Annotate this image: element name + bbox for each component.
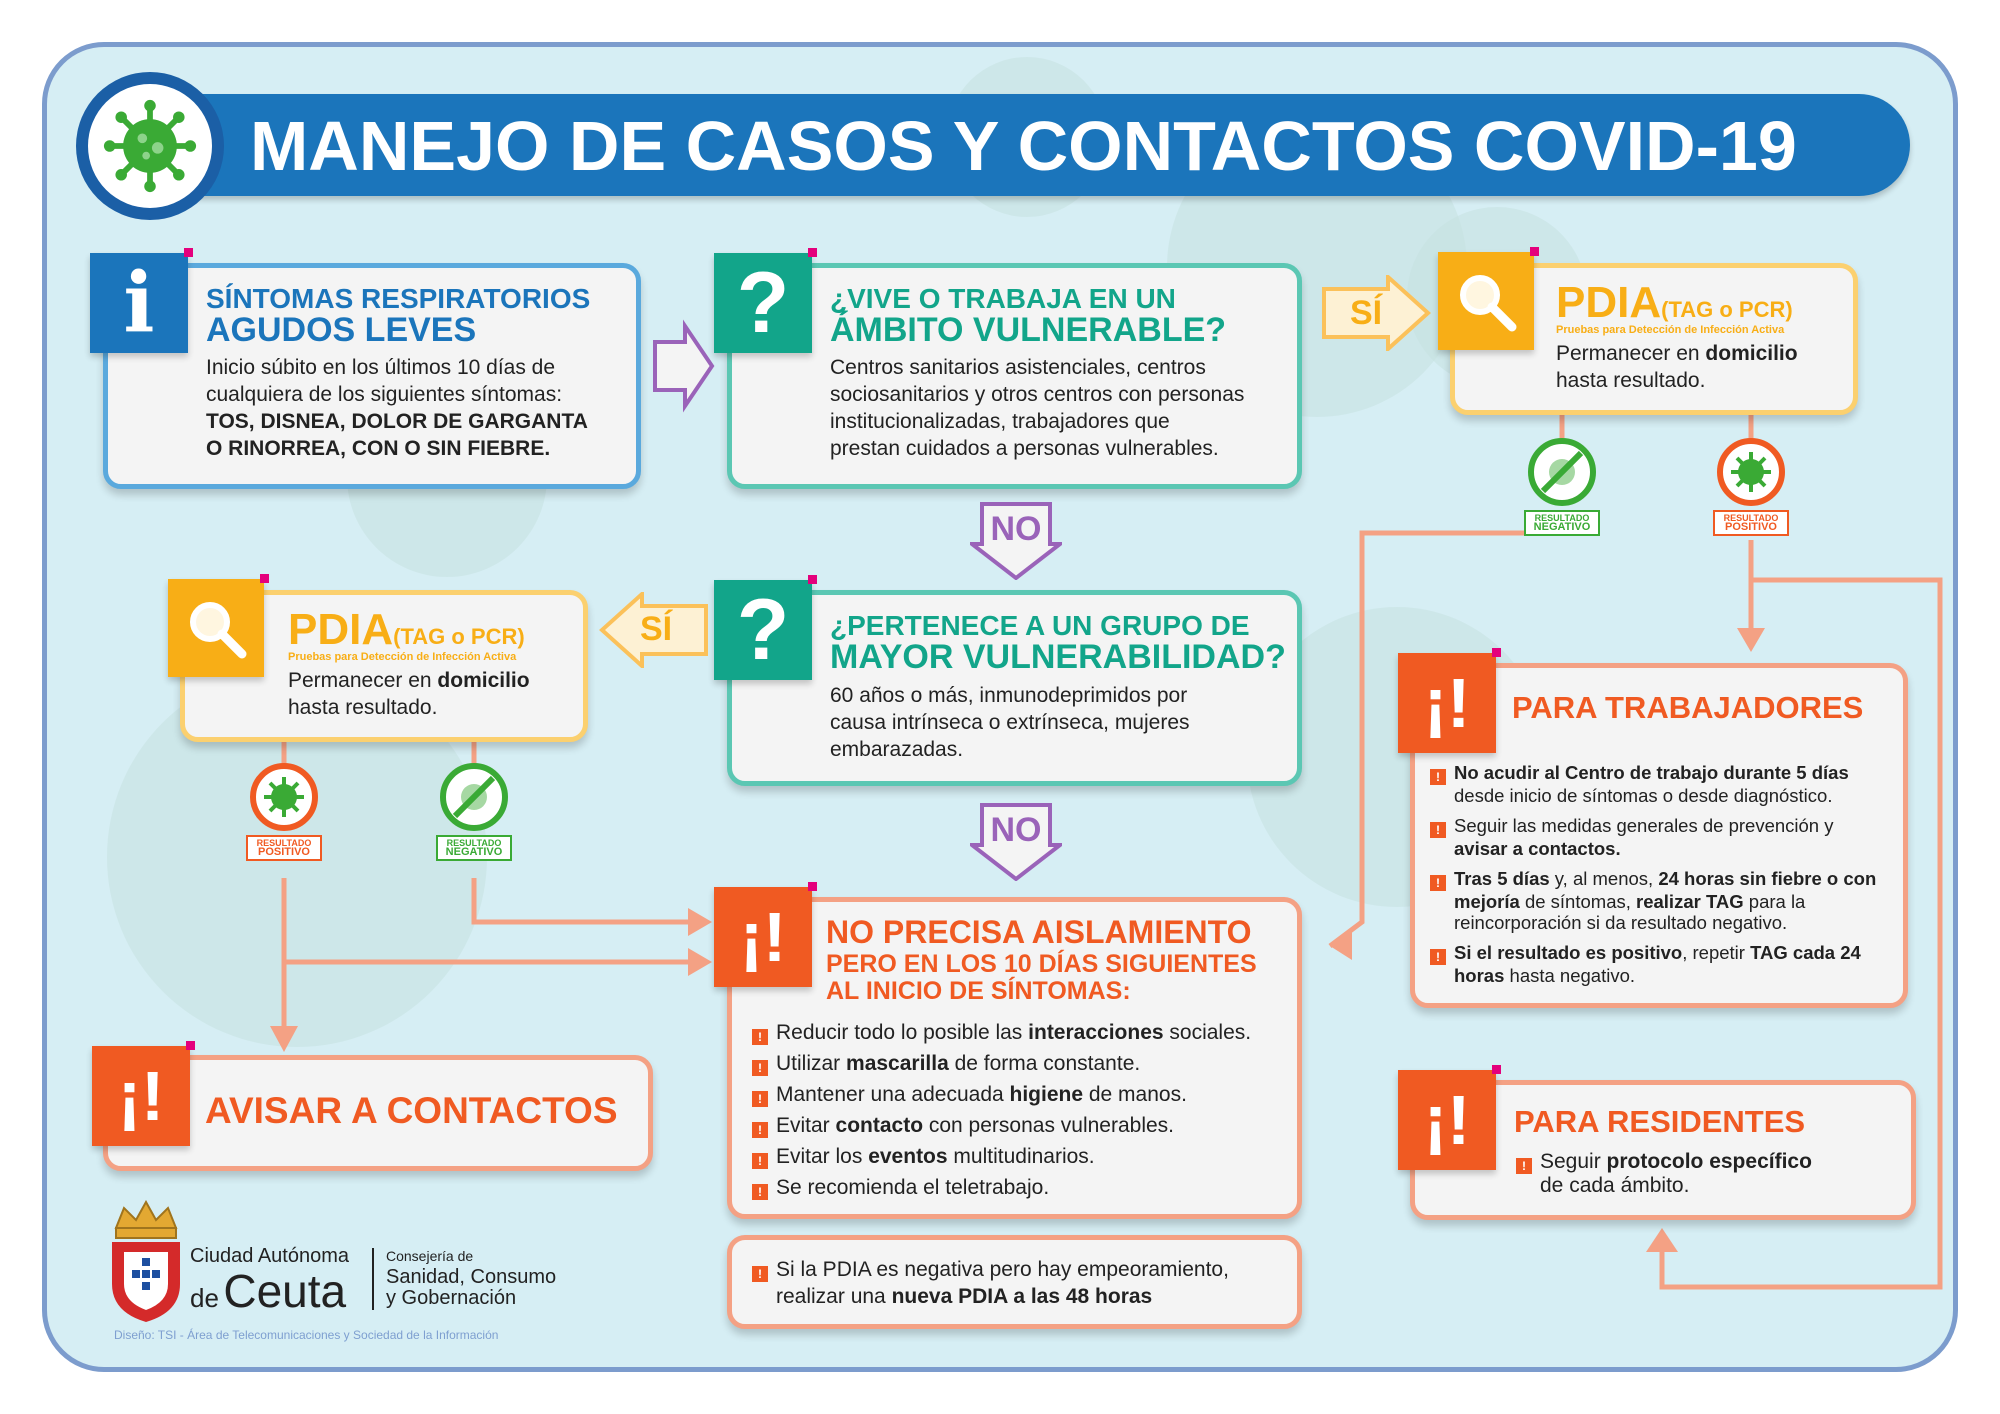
- residents-text-pre: Seguir: [1540, 1150, 1607, 1173]
- symptoms-title-line2: AGUDOS LEVES: [206, 311, 477, 349]
- symptoms-title-line1: SÍNTOMAS RESPIRATORIOS: [206, 283, 591, 314]
- no-isolation-item: ! Reducir todo lo posible las interacciones sociales.: [752, 1017, 1292, 1048]
- no-isolation-item: ! Evitar los eventos multitudinarios.: [752, 1141, 1292, 1172]
- bullet-icon: !: [1516, 1158, 1532, 1174]
- pdia-text-line2: hasta resultado.: [1556, 369, 1706, 392]
- pdia-title-right: [1556, 278, 1793, 328]
- footer-divider: [372, 1248, 374, 1310]
- pdia-text-right: [1556, 340, 1846, 394]
- department-line2: Sanidad, Consumo: [386, 1266, 557, 1288]
- symptoms-text-line2: cualquiera de los siguientes síntomas:: [206, 383, 563, 406]
- bullet-icon: !: [752, 1122, 768, 1138]
- page-title: MANEJO DE CASOS Y CONTACTOS COVID-19: [250, 107, 1797, 185]
- high-risk-group-title-line1: ¿PERTENECE A UN GRUPO DE: [830, 610, 1250, 641]
- residents-text-bold: protocolo específico: [1606, 1150, 1812, 1173]
- residents-title: PARA RESIDENTES: [1514, 1104, 1806, 1139]
- warning-icon: ¡!: [117, 1057, 165, 1135]
- result-negative-text: NEGATIVO: [445, 846, 503, 858]
- high-risk-group-title: [830, 612, 1286, 674]
- vulnerable-setting-line2: sociosanitarios y otros centros con personas: [830, 383, 1245, 406]
- info-tab: [90, 253, 188, 353]
- warning-icon: ¡!: [1423, 664, 1471, 742]
- yes-label-top: SÍ: [1349, 294, 1383, 332]
- pdia-text-pre: Permanecer en: [1556, 342, 1706, 365]
- pdia-caption-right: Pruebas para Detección de Infección Activa: [1556, 324, 1785, 336]
- pdia-title-text: PDIA: [1556, 278, 1662, 327]
- retest-note-line2-pre: realizar una: [776, 1285, 892, 1308]
- retest-note-line2-bold: nueva PDIA a las 48 horas: [891, 1285, 1153, 1308]
- magnifier-icon: [184, 596, 248, 660]
- residents-text: [1516, 1150, 1896, 1197]
- bullet-icon: !: [752, 1153, 768, 1169]
- warning-icon: ¡!: [1423, 1081, 1471, 1159]
- result-label-top: RESULTADO: [1534, 513, 1590, 523]
- notify-contacts-title: AVISAR A CONTACTOS: [205, 1090, 618, 1131]
- positive-result-icon: [1717, 438, 1785, 506]
- bullet-icon: !: [752, 1266, 768, 1282]
- ceuta-coat-of-arms: [106, 1200, 186, 1324]
- high-risk-group-title-line2: MAYOR VULNERABILIDAD?: [830, 638, 1286, 676]
- retest-note-text: [752, 1256, 1292, 1310]
- pdia-text-bold: domicilio: [437, 669, 530, 692]
- question-tab-1: [714, 253, 812, 353]
- bullet-icon: !: [752, 1029, 768, 1045]
- result-positive-right: [1711, 438, 1791, 536]
- question-tab-2: [714, 580, 812, 680]
- workers-title: PARA TRABAJADORES: [1512, 690, 1864, 725]
- workers-item: ! Si el resultado es positivo, repetir TAG cada 24 horas hasta negativo.: [1430, 942, 1900, 986]
- symptoms-description: [206, 354, 626, 462]
- symptoms-list-line2: O RINORREA, CON O SIN FIEBRE.: [206, 437, 551, 460]
- result-label-top: RESULTADO: [256, 838, 312, 848]
- info-icon: i: [123, 255, 155, 351]
- no-isolation-title-line2-pre: PERO EN LOS: [826, 950, 1004, 978]
- no-isolation-list: [752, 1017, 1292, 1203]
- department-line3: y Gobernación: [386, 1287, 517, 1309]
- pdia-text-pre: Permanecer en: [288, 669, 438, 692]
- question-icon: ?: [736, 581, 790, 678]
- vulnerable-setting-line3: institucionalizadas, trabajadores que: [830, 410, 1170, 433]
- no-isolation-title-line2-bold: 10 DÍAS SIGUIENTES: [1003, 950, 1257, 978]
- high-risk-group-line1: 60 años o más, inmunodeprimidos por: [830, 684, 1188, 707]
- department-line1: Consejería de: [386, 1248, 474, 1264]
- pdia-text-line2: hasta resultado.: [288, 696, 438, 719]
- no-isolation-item: ! Mantener una adecuada higiene de manos.: [752, 1079, 1292, 1110]
- symptoms-list-line1: TOS, DISNEA, DOLOR DE GARGANTA: [206, 410, 588, 433]
- workers-item: ! Seguir las medidas generales de prevención y avisar a contactos.: [1430, 815, 1900, 859]
- no-label-2: NO: [990, 811, 1042, 849]
- negative-result-icon: [440, 763, 508, 831]
- result-positive-text: POSITIVO: [258, 846, 310, 858]
- result-negative-left: [434, 763, 514, 861]
- pdia-subtitle-text: (TAG o PCR): [1661, 297, 1793, 322]
- warning-tab-notify: [92, 1046, 190, 1146]
- pdia-text-bold: domicilio: [1705, 342, 1798, 365]
- yes-label-left: SÍ: [639, 610, 673, 648]
- high-risk-group-description: [830, 682, 1290, 763]
- pdia-title-text: PDIA: [288, 605, 394, 654]
- vulnerable-setting-line1: Centros sanitarios asistenciales, centros: [830, 356, 1206, 379]
- high-risk-group-line2: causa intrínseca o extrínseca, mujeres: [830, 711, 1190, 734]
- vulnerable-setting-title-line1: ¿VIVE O TRABAJA EN UN: [830, 283, 1176, 314]
- no-label-1: NO: [990, 510, 1042, 548]
- bullet-icon: !: [1430, 822, 1446, 838]
- warning-tab-residents: [1398, 1070, 1496, 1170]
- warning-tab-no-isolation: [714, 887, 812, 987]
- positive-result-icon: [250, 763, 318, 831]
- warning-icon: ¡!: [739, 898, 787, 976]
- city-name: [190, 1245, 350, 1317]
- no-isolation-item: ! Utilizar mascarilla de forma constante.: [752, 1048, 1292, 1079]
- symptoms-text-line1: Inicio súbito en los últimos 10 días de: [206, 356, 556, 379]
- magnifier-icon: [1454, 269, 1518, 333]
- symptoms-title: [206, 285, 590, 347]
- negative-result-icon: [1528, 438, 1596, 506]
- residents-text-line2: de cada ámbito.: [1540, 1174, 1690, 1197]
- result-positive-text: POSITIVO: [1725, 521, 1777, 533]
- pdia-text-left: [288, 667, 578, 721]
- no-isolation-item: ! Se recomienda el teletrabajo.: [752, 1172, 1292, 1203]
- high-risk-group-line3: embarazadas.: [830, 738, 964, 761]
- no-isolation-title-line3: AL INICIO DE SÍNTOMAS:: [826, 977, 1131, 1005]
- workers-item: ! Tras 5 días y, al menos, 24 horas sin fiebre o con mejoría de síntomas, realizar TAG para la reincorporación si da resultado negativo.: [1430, 868, 1900, 933]
- vulnerable-setting-line4: prestan cuidados a personas vulnerables.: [830, 437, 1219, 460]
- city-name-line1: Ciudad Autónoma: [190, 1245, 350, 1267]
- bullet-icon: !: [1430, 949, 1446, 965]
- pdia-title-left: [288, 605, 525, 655]
- vulnerable-setting-title: [830, 285, 1226, 347]
- result-negative-text: NEGATIVO: [1533, 521, 1591, 533]
- no-isolation-title-line1: NO PRECISA AISLAMIENTO: [826, 914, 1252, 950]
- result-label-top: RESULTADO: [446, 838, 502, 848]
- bullet-icon: !: [752, 1184, 768, 1200]
- workers-item: ! No acudir al Centro de trabajo durante 5 días desde inicio de síntomas o desde diagnóstico.: [1430, 762, 1900, 806]
- result-positive-left: [244, 763, 324, 861]
- bullet-icon: !: [752, 1091, 768, 1107]
- retest-note-line1: Si la PDIA es negativa pero hay empeoramiento,: [776, 1258, 1229, 1281]
- no-isolation-item: ! Evitar contacto con personas vulnerables.: [752, 1110, 1292, 1141]
- department-name: [386, 1246, 556, 1309]
- city-name-ceuta: Ceuta: [223, 1265, 347, 1317]
- magnifier-tab-left: [168, 579, 264, 677]
- bullet-icon: !: [752, 1060, 768, 1076]
- pdia-subtitle-text: (TAG o PCR): [393, 624, 525, 649]
- result-label-top: RESULTADO: [1723, 513, 1779, 523]
- bullet-icon: !: [1430, 769, 1446, 785]
- city-name-de: de: [190, 1283, 219, 1313]
- magnifier-tab-right: [1438, 252, 1534, 350]
- bullet-icon: !: [1430, 875, 1446, 891]
- workers-list: [1430, 762, 1900, 986]
- vulnerable-setting-title-line2: ÁMBITO VULNERABLE?: [830, 311, 1227, 349]
- question-icon: ?: [736, 254, 790, 351]
- pdia-caption-left: Pruebas para Detección de Infección Activa: [288, 651, 517, 663]
- vulnerable-setting-description: [830, 354, 1290, 462]
- design-credit: Diseño: TSI - Área de Telecomunicaciones y Sociedad de la Información: [114, 1328, 499, 1342]
- result-negative-right: [1522, 438, 1602, 536]
- no-isolation-title-line2: [826, 952, 1257, 977]
- warning-tab-workers: [1398, 653, 1496, 753]
- no-isolation-title: [826, 916, 1257, 1004]
